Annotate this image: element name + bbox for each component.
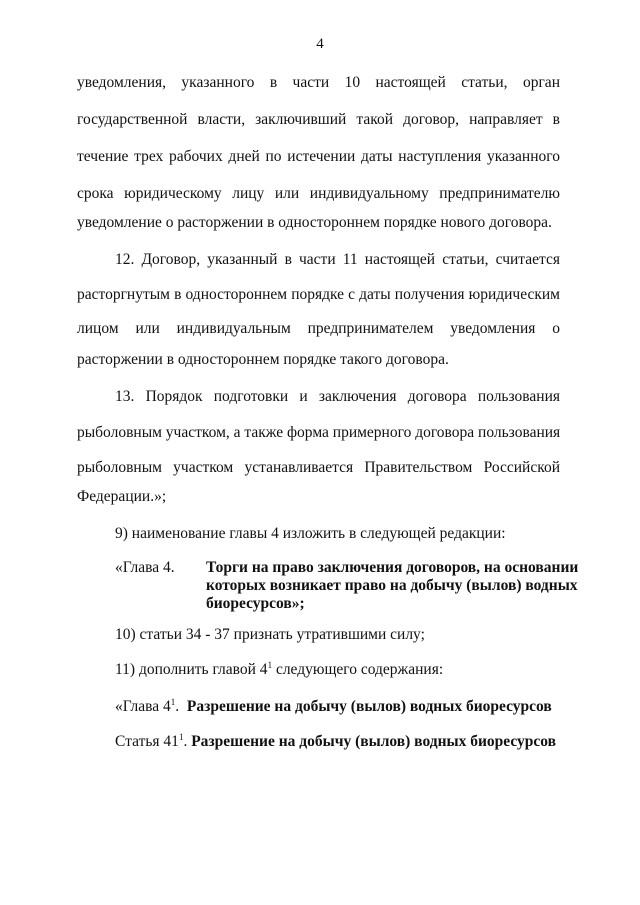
chapter-4-1-dot: .: [175, 698, 180, 715]
paragraph-12-line: расторгнутым в одностороннем порядке с даты получения юридическим: [77, 286, 560, 303]
paragraph-13-line: 13. Порядок подготовки и заключения договора пользования: [115, 388, 560, 405]
paragraph-line: срока юридическому лицу или индивидуальному предпринимателю: [77, 185, 560, 202]
superscript: 1: [178, 732, 184, 742]
item-11: [115, 660, 560, 680]
item-11-text: 11) дополнить главой 4: [115, 661, 268, 678]
paragraph-12-line: лицом или индивидуальным предпринимателем уведомления о: [77, 320, 560, 337]
chapter-4-title-line: которых возникает право на добычу (вылов) водных: [206, 577, 578, 594]
item-9: 9) наименование главы 4 изложить в следующей редакции:: [115, 525, 506, 542]
page-number: 4: [316, 36, 324, 52]
paragraph-13-line: рыболовным участком устанавливается Правительством Российской: [77, 459, 560, 476]
paragraph-line: уведомления, указанного в части 10 настоящей статьи, орган: [77, 74, 560, 91]
article-41-1-heading: [115, 732, 560, 752]
paragraph-line: течение трех рабочих дней по истечении даты наступления указанного: [77, 148, 560, 165]
paragraph-line: государственной власти, заключивший такой договор, направляет в: [77, 111, 560, 128]
chapter-4-title-line: Торги на право заключения договоров, на основании: [206, 559, 579, 576]
article-41-1-dot: .: [183, 733, 188, 750]
superscript: 1: [267, 660, 273, 670]
paragraph-13-line: рыболовным участком, а также форма примерного договора пользования: [77, 424, 561, 441]
chapter-4-1-title: Разрешение на добычу (вылов) водных биоресурсов: [186, 698, 552, 715]
paragraph-12-line: 12. Договор, указанный в части 11 настоящей статьи, считается: [115, 251, 560, 268]
chapter-4-label: «Глава 4.: [115, 559, 175, 576]
superscript: 1: [170, 697, 176, 707]
article-41-1-title: Разрешение на добычу (вылов) водных биоресурсов: [191, 733, 557, 750]
paragraph-line: уведомление о расторжении в одностороннем порядке нового договора.: [77, 214, 552, 231]
item-10: 10) статьи 34 - 37 признать утратившими силу;: [115, 626, 425, 643]
chapter-4-1-heading: [115, 697, 560, 717]
paragraph-13-line: Федерации.»;: [77, 488, 167, 505]
item-11-text-rest: следующего содержания:: [272, 661, 444, 678]
paragraph-12-line: расторжении в одностороннем порядке такого договора.: [77, 351, 449, 368]
chapter-4-title-line: биоресурсов»;: [206, 595, 305, 612]
article-41-1-prefix: Статья 41: [115, 733, 179, 750]
chapter-4-1-prefix: «Глава 4: [115, 698, 171, 715]
